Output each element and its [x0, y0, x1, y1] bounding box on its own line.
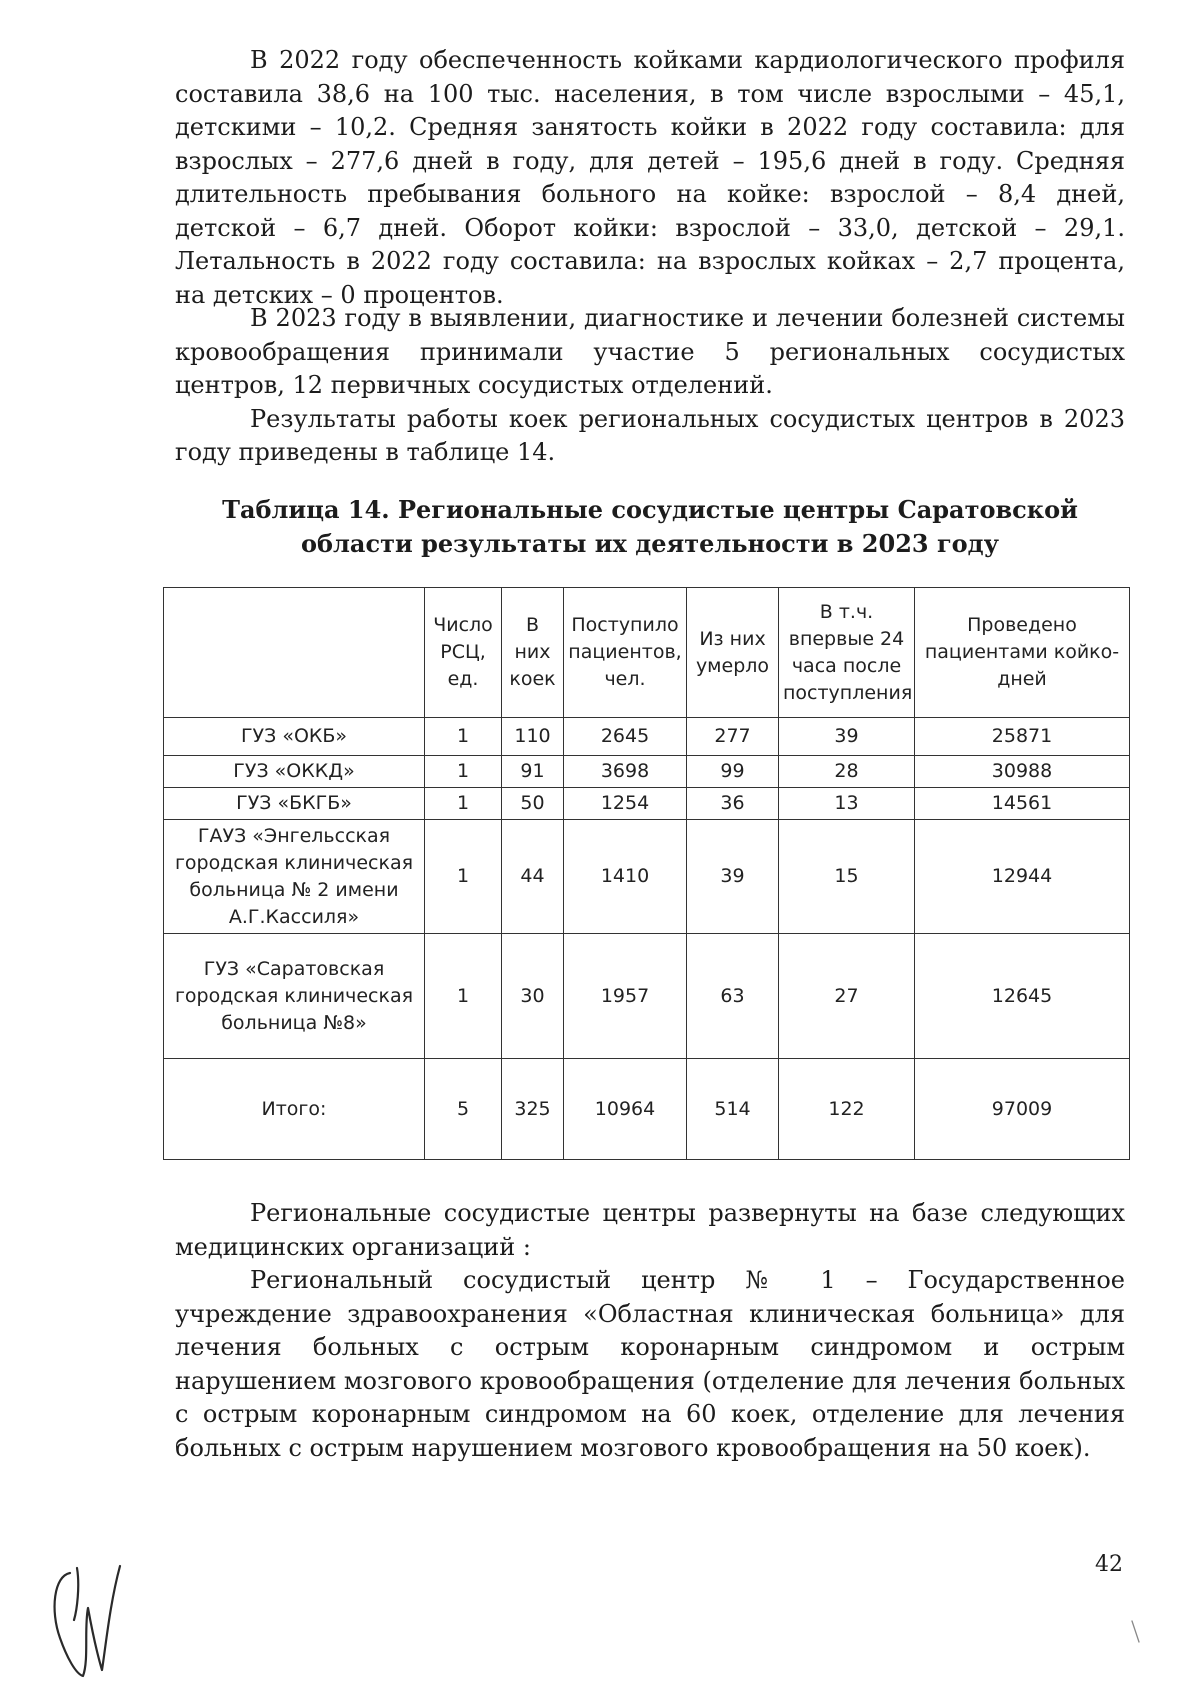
cell-died: 514	[687, 1059, 779, 1160]
cell-died-24h: 28	[779, 756, 915, 788]
cell-bed-days: 14561	[915, 788, 1130, 820]
intro-section	[175, 44, 1125, 312]
table-total-row	[164, 1059, 1130, 1160]
page-number: 42	[1095, 1552, 1123, 1577]
table-row	[164, 788, 1130, 820]
cell-beds: 325	[502, 1059, 564, 1160]
cell-name: ГУЗ «Саратовская городская клиническая больница №8»	[164, 934, 425, 1059]
paragraph-bed-supply-2022: В 2022 году обеспеченность койками кардиологического профиля составила 38,6 на 100 тыс. населения, в том числе взрослыми – 45,1, детскими – 10,2. Средняя занятость койки в 2022 году составила: для взрослых – 277,6 дней в году, для детей – 195,6 дней в году. Средняя длительность пребывания больного на койке: взрослой – 8,4 дней, детской – 6,7 дней. Оборот койки: взрослой – 33,0, детской – 29,1. Летальность в 2022 году составила: на взрослых койках – 2,7 процента, на детских – 0 процентов.	[175, 46, 1125, 309]
cell-admitted: 1957	[564, 934, 687, 1059]
cell-died: 63	[687, 934, 779, 1059]
paragraph-table-reference: Результаты работы коек региональных сосудистых центров в 2023 году приведены в таблице 14.	[175, 404, 1125, 466]
cell-name: Итого:	[164, 1059, 425, 1160]
paragraph-rsc-1-description: Региональный сосудистый центр № 1 – Государственное учреждение здравоохранения «Областная клиническая больница» для лечения больных с острым коронарным синдромом и острым нарушением мозгового кровообращения (отделение для лечения больных с острым коронарным синдромом на 60 коек, отделение для лечения больных с острым нарушением мозгового кровообращения на 50 коек).	[175, 1266, 1125, 1462]
cell-name: ГУЗ «ОКБ»	[164, 718, 425, 756]
cell-died-24h: 27	[779, 934, 915, 1059]
organizations-section	[175, 1197, 1125, 1465]
cell-name: ГУЗ «БКГБ»	[164, 788, 425, 820]
table-title: Таблица 14. Региональные сосудистые центры Саратовской области результаты их деятельности в 2023 году	[222, 495, 1078, 558]
cell-died-24h: 13	[779, 788, 915, 820]
cell-bed-days: 12645	[915, 934, 1130, 1059]
cell-beds: 30	[502, 934, 564, 1059]
cell-beds: 91	[502, 756, 564, 788]
header-died-24h: В т.ч. впервые 24 часа после поступления	[779, 588, 915, 718]
cell-rsc-count: 1	[425, 756, 502, 788]
cell-rsc-count: 5	[425, 1059, 502, 1160]
cell-rsc-count: 1	[425, 788, 502, 820]
cell-admitted: 3698	[564, 756, 687, 788]
table-row	[164, 756, 1130, 788]
header-bed-days: Проведено пациентами койко-дней	[915, 588, 1130, 718]
vascular-centers-table	[163, 587, 1130, 1160]
cell-beds: 44	[502, 820, 564, 934]
cell-died: 36	[687, 788, 779, 820]
vascular-centers-section	[175, 302, 1125, 470]
cell-died-24h: 122	[779, 1059, 915, 1160]
cell-admitted: 2645	[564, 718, 687, 756]
table-header-row	[164, 588, 1130, 718]
cell-rsc-count: 1	[425, 934, 502, 1059]
header-admitted: Поступило пациентов, чел.	[564, 588, 687, 718]
table-row	[164, 934, 1130, 1059]
cell-bed-days: 97009	[915, 1059, 1130, 1160]
cell-died-24h: 15	[779, 820, 915, 934]
cell-died: 277	[687, 718, 779, 756]
table-row	[164, 718, 1130, 756]
header-died: Из них умерло	[687, 588, 779, 718]
scan-mark	[1130, 1618, 1142, 1648]
cell-rsc-count: 1	[425, 820, 502, 934]
cell-bed-days: 25871	[915, 718, 1130, 756]
cell-admitted: 1254	[564, 788, 687, 820]
header-name	[164, 588, 425, 718]
cell-died-24h: 39	[779, 718, 915, 756]
cell-name: ГУЗ «ОККД»	[164, 756, 425, 788]
cell-died: 39	[687, 820, 779, 934]
cell-beds: 110	[502, 718, 564, 756]
header-beds: В них коек	[502, 588, 564, 718]
table-row	[164, 820, 1130, 934]
cell-admitted: 1410	[564, 820, 687, 934]
paragraph-organizations-intro: Региональные сосудистые центры развернуты на базе следующих медицинских организаций :	[175, 1199, 1125, 1261]
cell-died: 99	[687, 756, 779, 788]
cell-bed-days: 12944	[915, 820, 1130, 934]
header-rsc-count: Число РСЦ, ед.	[425, 588, 502, 718]
cell-bed-days: 30988	[915, 756, 1130, 788]
cell-name: ГАУЗ «Энгельсская городская клиническая больница № 2 имени А.Г.Кассиля»	[164, 820, 425, 934]
handwritten-signature	[40, 1548, 135, 1683]
paragraph-vascular-centers-2023: В 2023 году в выявлении, диагностике и лечении болезней системы кровообращения принимали участие 5 региональных сосудистых центров, 12 первичных сосудистых отделений.	[175, 304, 1125, 399]
cell-admitted: 10964	[564, 1059, 687, 1160]
cell-beds: 50	[502, 788, 564, 820]
cell-rsc-count: 1	[425, 718, 502, 756]
